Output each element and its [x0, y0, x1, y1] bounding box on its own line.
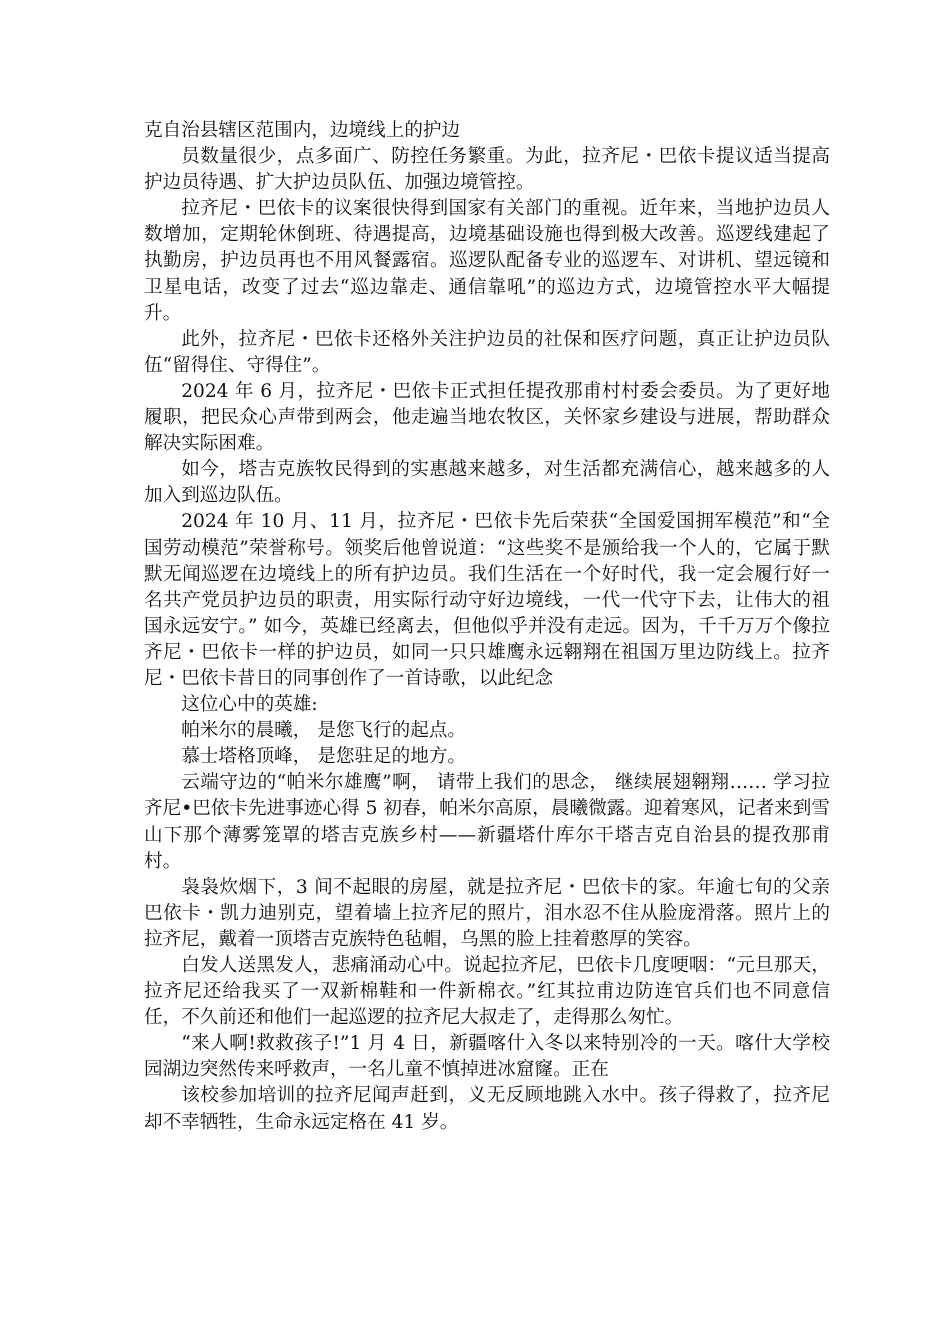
paragraph-6: 如今，塔吉克族牧民得到的实惠越来越多，对生活都充满信心，越来越多的人加入到巡边队伍。: [144, 459, 830, 507]
paragraph-1: 克自治县辖区范围内，边境线上的护边: [144, 120, 461, 141]
paragraph-11: 云端守边的“帕米尔雄鹰”啊， 请带上我们的思念， 继续展翅翱翔…… 学习拉齐尼•巴依卡先进事迹心得 5 初春，帕米尔高原，晨曦微露。迎着寒风，记者来到雪山下那个薄雾笼罩的塔吉克族乡村——新疆塔什库尔干塔吉克自治县的提孜那甫村。: [144, 772, 830, 872]
paragraph-15: 该校参加培训的拉齐尼闻声赶到，义无反顾地跳入水中。孩子得救了，拉齐尼却不幸牺牲，生命永远定格在 41 岁。: [144, 1085, 830, 1133]
paragraph-12: 袅袅炊烟下，3 间不起眼的房屋，就是拉齐尼・巴依卡的家。年逾七旬的父亲巴依卡・凯力迪别克，望着墙上拉齐尼的照片，泪水忍不住从脸庞滑落。照片上的拉齐尼，戴着一顶塔吉克族特色毡帽，乌黑的脸上挂着憨厚的笑容。: [144, 876, 830, 950]
paragraph-13: 白发人送黑发人，悲痛涌动心中。说起拉齐尼，巴依卡几度哽咽：“元旦那天，拉齐尼还给我买了一双新棉鞋和一件新棉衣。”红其拉甫边防连官兵们也不同意信任，不久前还和他们一起巡逻的拉齐尼大叔走了，走得那么匆忙。: [144, 955, 830, 1029]
paragraph-4: 此外，拉齐尼・巴依卡还格外关注护边员的社保和医疗问题，真正让护边员队伍“留得住、守得住”。: [144, 328, 830, 376]
paragraph-7: 2024 年 10 月、11 月，拉齐尼・巴依卡先后荣获“全国爱国拥军模范”和“全国劳动模范”荣誉称号。领奖后他曾说道：“这些奖不是颁给我一个人的，它属于默默无闻巡逻在边境线上的所有护边员。我们生活在一个好时代，我一定会履行好一名共产党员护边员的职责，用实际行动守好边境线，一代一代守下去，让伟大的祖国永远安宁。” 如今，英雄已经离去，但他似乎并没有走远。因为，千千万万个像拉齐尼・巴依卡一样的护边员，如同一只只雄鹰永远翱翔在祖国万里边防线上。拉齐尼・巴依卡昔日的同事创作了一首诗歌，以此纪念: [144, 511, 830, 689]
paragraph-14: “来人啊!救救孩子!”1 月 4 日，新疆喀什入冬以来特别冷的一天。喀什大学校园湖边突然传来呼救声，一名儿童不慎掉进冰窟窿。正在: [144, 1033, 830, 1081]
paragraph-2: 员数量很少，点多面广、防控任务繁重。为此，拉齐尼・巴依卡提议适当提高护边员待遇、扩大护边员队伍、加强边境管控。: [144, 146, 830, 194]
paragraph-8: 这位心中的英雄:: [181, 694, 318, 716]
poem-line-1: 帕米尔的晨曦， 是您飞行的起点。: [181, 720, 467, 742]
paragraph-3: 拉齐尼・巴依卡的议案很快得到国家有关部门的重视。近年来，当地护边员人数增加，定期轮休倒班、待遇提高，边境基础设施也得到极大改善。巡逻线建起了执勤房，护边员再也不用风餐露宿。巡逻队配备专业的巡逻车、对讲机、望远镜和卫星电话，改变了过去“巡边靠走、通信靠吼”的巡边方式，边境管控水平大幅提升。: [144, 198, 830, 324]
document-body: [144, 118, 830, 1136]
paragraph-5: 2024 年 6 月，拉齐尼・巴依卡正式担任提孜那甫村村委会委员。为了更好地履职，把民众心声带到两会，他走遍当地农牧区，关怀家乡建设与进展，帮助群众解决实际困难。: [144, 380, 830, 455]
poem-line-2: 慕士塔格顶峰， 是您驻足的地方。: [181, 746, 467, 768]
